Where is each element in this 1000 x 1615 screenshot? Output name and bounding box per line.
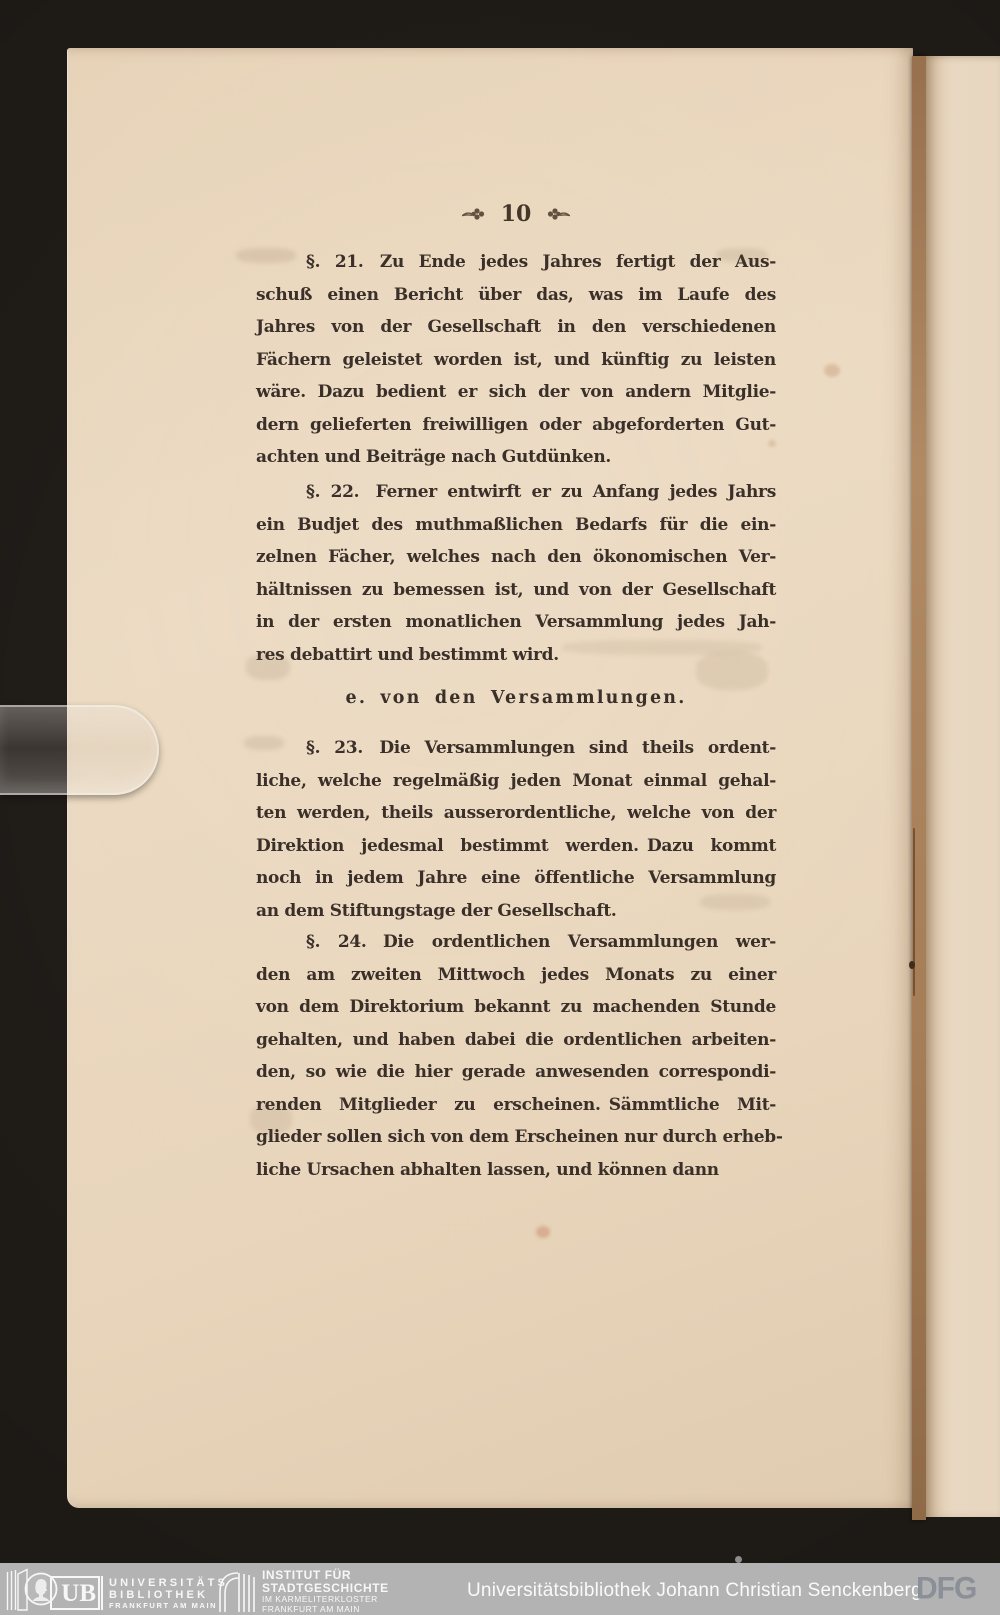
text-line: ten werden, theils ausserordentliche, welche von der — [256, 803, 776, 823]
text-line: noch in jedem Jahre eine öffentliche Versammlung — [256, 868, 776, 888]
fleuron-right-icon — [547, 207, 570, 221]
institut-wordmark-line: INSTITUT FÜR — [262, 1568, 352, 1582]
paragraph-21 — [256, 246, 776, 474]
foxing-stain — [824, 364, 840, 377]
paragraph-23 — [256, 732, 776, 927]
section-heading: e. von den Versammlungen. — [345, 688, 687, 708]
text-line: gehalten, und haben dabei die ordentlichen arbeiten- — [256, 1029, 776, 1050]
gothic-arch-icon — [218, 1570, 256, 1612]
text-line: wäre. Dazu bedient er sich der von andern Mitglie- — [256, 382, 776, 402]
text-line: Direktion jedesmal bestimmt werden. Dazu kommt — [256, 835, 776, 856]
ink-showthrough — [700, 894, 770, 910]
page-header — [256, 198, 776, 230]
ub-abbr-box — [50, 1576, 100, 1610]
text-line: glieder sollen sich von dem Erscheinen nur durch erheb- — [256, 1127, 783, 1147]
ub-wordmark-line: UNIVERSITÄTS — [109, 1577, 229, 1589]
text-line: Fächern geleistet worden ist, und künftig zu leisten — [256, 349, 776, 370]
page-number: 10 — [500, 201, 532, 227]
institut-wordmark — [262, 1569, 389, 1614]
text-line: den am zweiten Mittwoch jedes Monats zu einer — [256, 964, 776, 985]
ink-showthrough — [250, 1104, 292, 1134]
book-fold — [912, 56, 926, 1520]
text-line: in der ersten monatlichen Versammlung jedes Jah- — [256, 612, 776, 632]
text-line: res debattirt und bestimmt wird. — [256, 644, 559, 665]
ink-showthrough — [244, 736, 284, 750]
foxing-stain — [536, 1226, 550, 1238]
ink-showthrough — [236, 248, 296, 263]
institut-wordmark-line: STADTGESCHICHTE — [262, 1581, 389, 1595]
fleuron-left-icon — [462, 207, 485, 221]
text-line: den, so wie die hier gerade anwesenden correspondi- — [256, 1062, 776, 1082]
library-name: Universitätsbibliothek Johann Christian Senckenberg — [467, 1580, 922, 1601]
institut-wordmark-line: FRANKFURT AM MAIN — [262, 1603, 360, 1614]
scan-artifact-dot — [735, 1556, 742, 1563]
ub-abbr: UB — [61, 1579, 96, 1607]
text-line: §. 21. Zu Ende jedes Jahres fertigt der Aus- — [306, 252, 776, 272]
text-line: §. 23. Die Versammlungen sind theils ordent- — [306, 738, 776, 758]
text-line: Jahres von der Gesellschaft in den verschiedenen — [256, 317, 776, 337]
scanned-page — [67, 48, 913, 1508]
fold-crack — [913, 828, 915, 996]
text-line: von dem Direktorium bekannt zu machenden Stunde — [256, 997, 776, 1017]
ub-divider — [101, 1576, 103, 1610]
text-line: ein Budjet des muthmaßlichen Bedarfs für die ein- — [256, 514, 776, 535]
paragraph-24 — [256, 926, 783, 1186]
ub-wordmark-line: BIBLIOTHEK — [109, 1589, 209, 1601]
text-line: hältnissen zu bemessen ist, und von der Gesellschaft — [256, 579, 776, 600]
text-line: liche, welche regelmäßig jeden Monat einmal gehal- — [256, 770, 776, 791]
text-line: zelnen Fächer, welches nach den ökonomischen Ver- — [256, 547, 776, 567]
ub-wordmark-line: FRANKFURT AM MAIN — [109, 1601, 218, 1610]
page-holder-strip — [0, 705, 159, 795]
dfg-logo: DFG — [916, 1571, 977, 1606]
foxing-stain — [768, 440, 776, 447]
text-line: schuß einen Bericht über das, was im Laufe des — [256, 284, 776, 305]
text-line: renden Mitglieder zu erscheinen. Sämmtliche Mit- — [256, 1094, 776, 1115]
institut-wordmark-line: IM KARMELITERKLOSTER — [262, 1594, 378, 1604]
text-line: §. 24. Die ordentlichen Versammlungen wer- — [306, 932, 776, 952]
text-line: liche Ursachen abhalten lassen, und können dann — [256, 1159, 719, 1180]
text-line: §. 22. Ferner entwirft er zu Anfang jedes Jahrs — [306, 482, 776, 502]
text-line: an dem Stiftungstage der Gesellschaft. — [256, 900, 617, 921]
fold-speck — [909, 961, 915, 969]
ub-wordmark — [109, 1577, 228, 1610]
ink-showthrough — [696, 652, 768, 690]
text-line: dern gelieferten freiwilligen oder abgeforderten Gut- — [256, 414, 776, 435]
ink-showthrough — [246, 654, 290, 680]
facing-page-edge — [926, 56, 1000, 1517]
text-line: achten und Beiträge nach Gutdünken. — [256, 447, 612, 467]
ink-showthrough — [716, 248, 768, 262]
